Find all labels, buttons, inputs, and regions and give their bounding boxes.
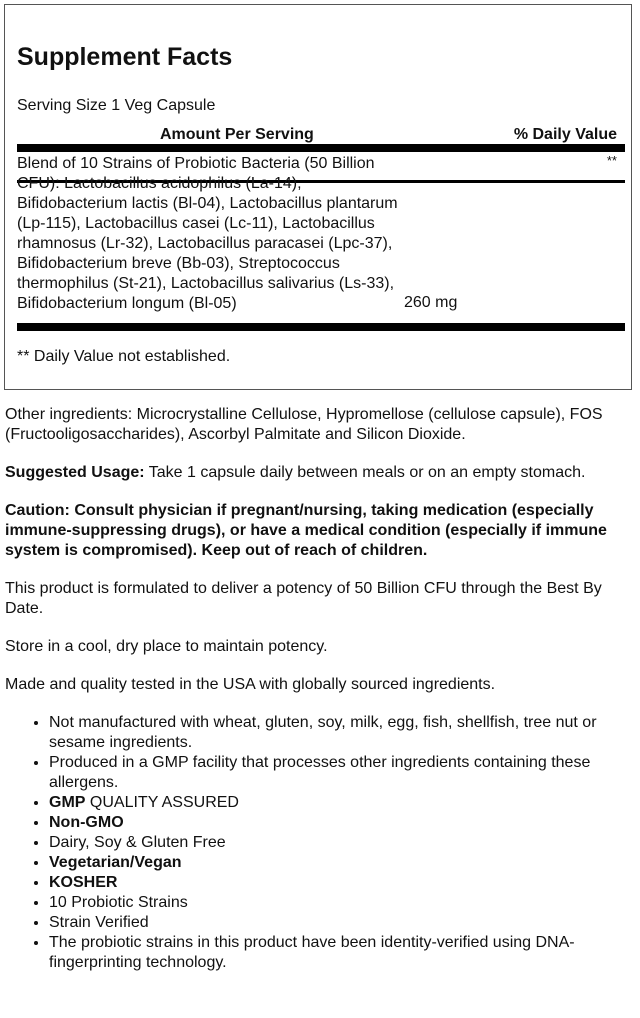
divider-thick	[17, 144, 625, 152]
feature-list	[5, 713, 637, 973]
usage-text: Take 1 capsule daily between meals or on an empty stomach.	[144, 464, 586, 481]
supplement-facts-panel	[4, 4, 632, 390]
item-text: Strain Verified	[49, 914, 149, 931]
item-text: QUALITY ASSURED	[85, 794, 239, 811]
item-text: Not manufactured with wheat, gluten, soy, milk, egg, fish, shellfish, tree nut or sesame ingredients.	[49, 714, 597, 751]
other-ingredients: Other ingredients: Microcrystalline Cellulose, Hypromellose (cellulose capsule), FOS (Fructooligosaccharides), Ascorbyl Palmitate and Silicon Dioxide.	[5, 406, 603, 443]
item-text: Produced in a GMP facility that processes other ingredients containing these allergens.	[49, 754, 591, 791]
item-bold: Non-GMO	[49, 814, 124, 831]
blend-description	[17, 154, 398, 314]
blend-line: Blend of 10 Strains of Probiotic Bacteria (50 Billion	[17, 155, 375, 172]
list-item	[49, 873, 637, 893]
origin-statement: Made and quality tested in the USA with globally sourced ingredients.	[5, 676, 496, 693]
blend-line: Bifidobacterium lactis (Bl-04), Lactobacillus plantarum	[17, 195, 398, 212]
header-daily-value: % Daily Value	[513, 126, 617, 143]
storage-statement: Store in a cool, dry place to maintain potency.	[5, 638, 328, 655]
blend-line: thermophilus (St-21), Lactobacillus salivarius (Ls-33),	[17, 275, 395, 292]
item-text: 10 Probiotic Strains	[49, 894, 188, 911]
panel-title: Supplement Facts	[17, 43, 233, 71]
item-bold: KOSHER	[49, 874, 118, 891]
list-item	[49, 853, 637, 873]
blend-line: CFU): Lactobacillus acidophilus (La-14),	[17, 175, 302, 192]
list-item	[49, 813, 637, 833]
caution	[5, 501, 637, 561]
header-amount: Amount Per Serving	[160, 126, 314, 143]
item-bold: GMP	[49, 794, 86, 811]
list-item	[49, 833, 637, 853]
product-details	[5, 405, 637, 973]
blend-line: rhamnosus (Lr-32), Lactobacillus paracasei (Lpc-37),	[17, 235, 393, 252]
blend-daily-value: **	[606, 153, 617, 168]
potency-statement: This product is formulated to deliver a potency of 50 Billion CFU through the Best By Date.	[5, 580, 602, 617]
usage-label: Suggested Usage:	[5, 464, 145, 481]
item-text: The probiotic strains in this product have been identity-verified using DNA-fingerprinting technology.	[49, 934, 575, 971]
list-item	[49, 933, 637, 973]
suggested-usage	[5, 463, 637, 483]
list-item	[49, 913, 637, 933]
blend-line: Bifidobacterium longum (Bl-05)	[17, 295, 237, 312]
divider-thick	[17, 323, 625, 331]
footnote: ** Daily Value not established.	[17, 348, 231, 365]
serving-size: Serving Size 1 Veg Capsule	[17, 97, 216, 114]
caution-text: Caution: Consult physician if pregnant/nursing, taking medication (especially immune-suppressing drugs), or have a medical condition (especially if immune system is compromised). Keep out of reach of children.	[5, 502, 607, 559]
list-item	[49, 793, 637, 813]
blend-amount: 260 mg	[404, 294, 458, 311]
list-item	[49, 893, 637, 913]
list-item	[49, 753, 637, 793]
item-text: Dairy, Soy & Gluten Free	[49, 834, 226, 851]
blend-line: Bifidobacterium breve (Bb-03), Streptococcus	[17, 255, 340, 272]
blend-line: (Lp-115), Lactobacillus casei (Lc-11), Lactobacillus	[17, 215, 375, 232]
item-bold: Vegetarian/Vegan	[49, 854, 182, 871]
list-item	[49, 713, 637, 753]
